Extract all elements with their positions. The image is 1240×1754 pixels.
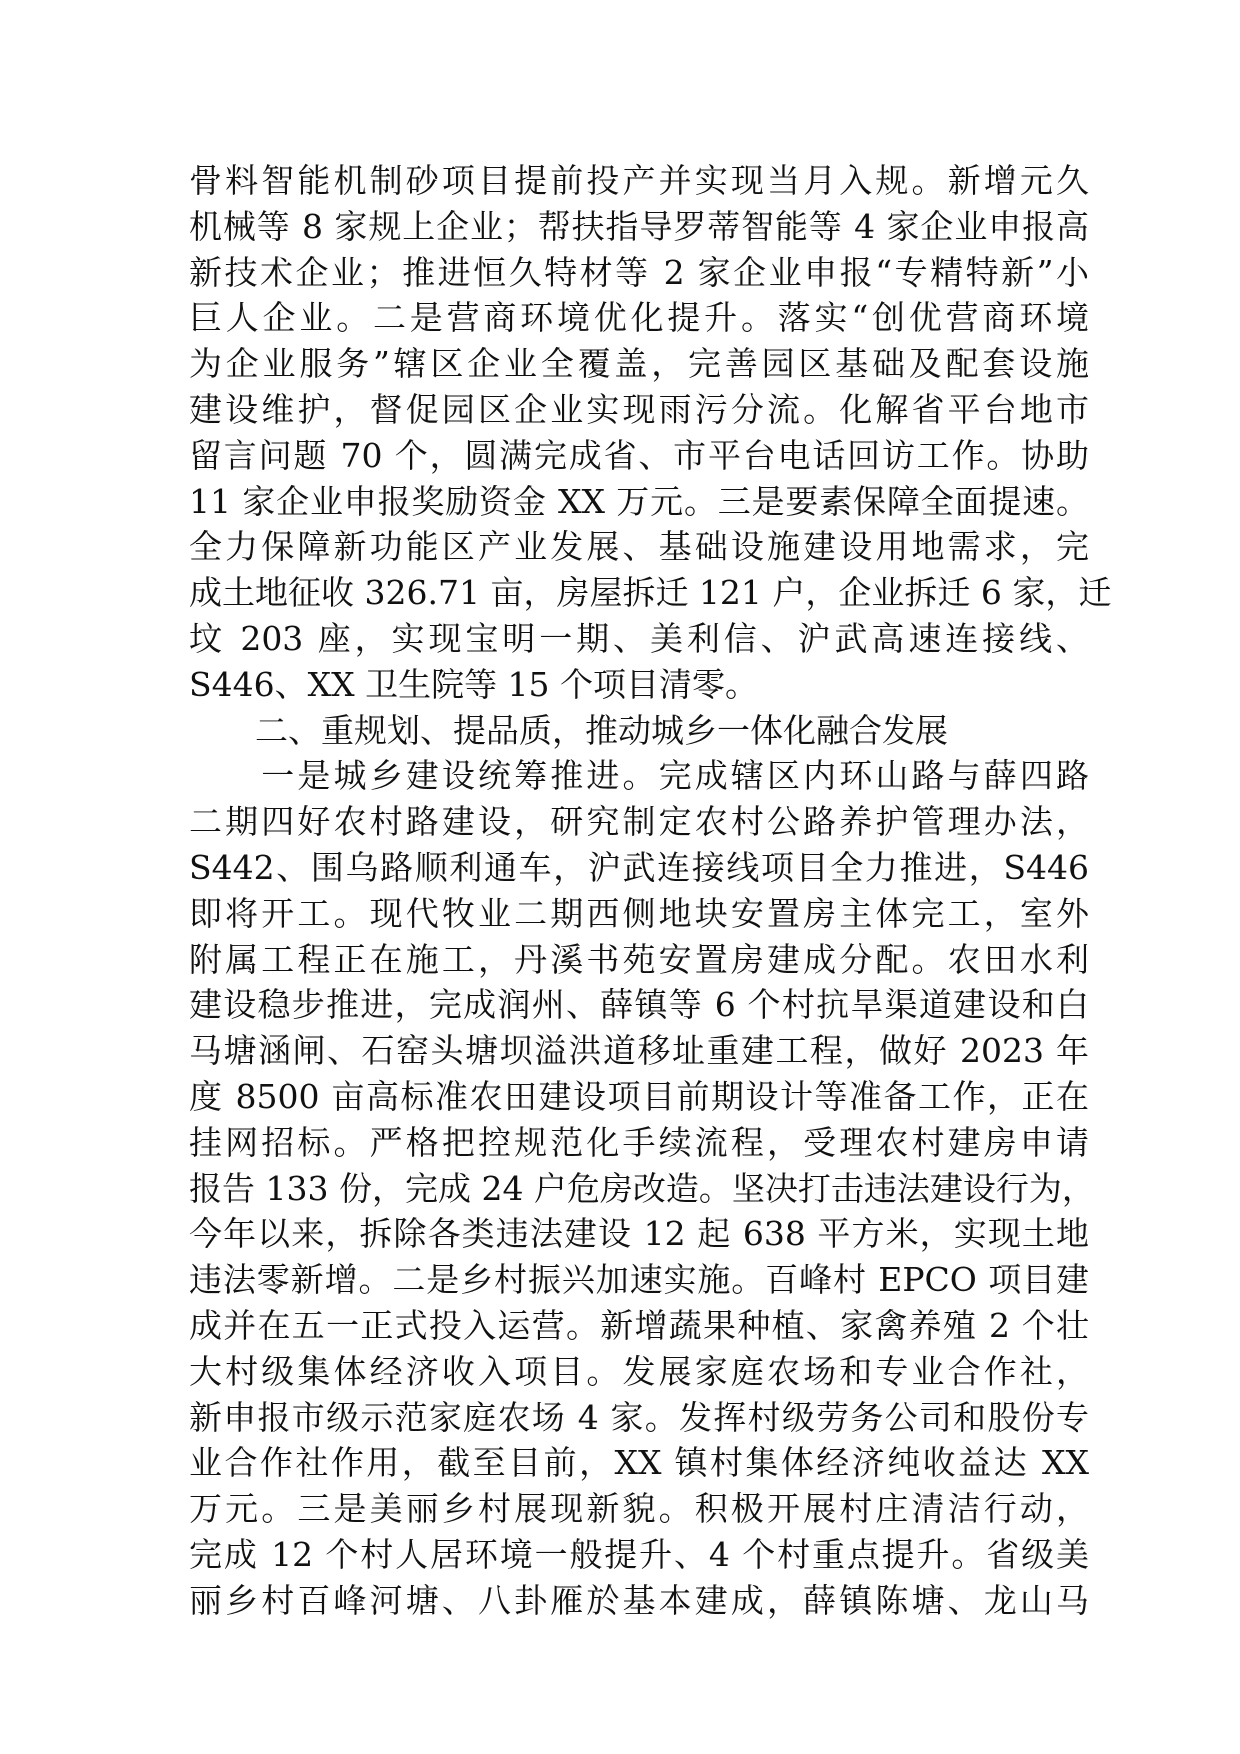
document-body (189, 158, 1112, 1624)
text-line: 附属工程正在施工，丹溪书苑安置房建成分配。农田水利 (189, 939, 1089, 979)
text-line: 坟 203 座，实现宝明一期、美利信、沪武高速连接线、 (189, 618, 1089, 658)
text-line: 成并在五一正式投入运营。新增蔬果种植、家禽养殖 2 个壮 (189, 1305, 1089, 1345)
text-line: 为企业服务”辖区企业全覆盖，完善园区基础及配套设施 (189, 344, 1089, 384)
text-line: 一是城乡建设统筹推进。完成辖区内环山路与薛四路 (189, 756, 1089, 796)
text-line: 全力保障新功能区产业发展、基础设施建设用地需求，完 (189, 527, 1089, 567)
text-line: 留言问题 70 个，圆满完成省、市平台电话回访工作。协助 (189, 435, 1089, 475)
text-line: 新技术企业；推进恒久特材等 2 家企业申报“专精特新”小 (189, 252, 1089, 292)
section-heading: 二、重规划、提品质，推动城乡一体化融合发展 (189, 710, 948, 750)
text-line: 度 8500 亩高标准农田建设项目前期设计等准备工作，正在 (189, 1076, 1089, 1116)
text-line: 11 家企业申报奖励资金 XX 万元。三是要素保障全面提速。 (189, 481, 1089, 521)
text-line: 建设维护，督促园区企业实现雨污分流。化解省平台地市 (189, 389, 1089, 429)
text-line: 二期四好农村路建设，研究制定农村公路养护管理办法， (189, 802, 1089, 842)
text-line: 即将开工。现代牧业二期西侧地块安置房主体完工，室外 (189, 893, 1089, 933)
text-line: 完成 12 个村人居环境一般提升、4 个村重点提升。省级美 (189, 1534, 1089, 1574)
text-line: 丽乡村百峰河塘、八卦雁於基本建成，薛镇陈塘、龙山马 (189, 1580, 1089, 1620)
text-line: 巨人企业。二是营商环境优化提升。落实“创优营商环境 (189, 298, 1089, 338)
text-line: 报告 133 份，完成 24 户危房改造。坚决打击违法建设行为， (189, 1168, 1095, 1208)
text-line: 马塘涵闸、石窑头塘坝溢洪道移址重建工程，做好 2023 年 (189, 1031, 1089, 1071)
text-line: 机械等 8 家规上企业；帮扶指导罗蒂智能等 4 家企业申报高 (189, 206, 1089, 246)
text-line: S446、XX 卫生院等 15 个项目清零。 (189, 664, 759, 704)
text-line: 建设稳步推进，完成润州、薛镇等 6 个村抗旱渠道建设和白 (189, 985, 1089, 1025)
text-line: 新申报市级示范家庭农场 4 家。发挥村级劳务公司和股份专 (189, 1397, 1089, 1437)
text-line: 骨料智能机制砂项目提前投产并实现当月入规。新增元久 (189, 161, 1089, 200)
text-line: 违法零新增。二是乡村振兴加速实施。百峰村 EPCO 项目建 (189, 1260, 1089, 1300)
text-line: 万元。三是美丽乡村展现新貌。积极开展村庄清洁行动， (189, 1489, 1089, 1529)
text-line: 挂网招标。严格把控规范化手续流程，受理农村建房申请 (189, 1122, 1089, 1162)
text-line: 业合作社作用，截至目前，XX 镇村集体经济纯收益达 XX (189, 1443, 1089, 1483)
text-line: 成土地征收 326.71 亩，房屋拆迁 121 户，企业拆迁 6 家，迁 (189, 573, 1112, 613)
text-line: 今年以来，拆除各类违法建设 12 起 638 平方米，实现土地 (189, 1214, 1089, 1254)
text-line: S442、围乌路顺利通车，沪武连接线项目全力推进，S446 (189, 847, 1089, 887)
text-line: 大村级集体经济收入项目。发展家庭农场和专业合作社， (189, 1351, 1089, 1391)
